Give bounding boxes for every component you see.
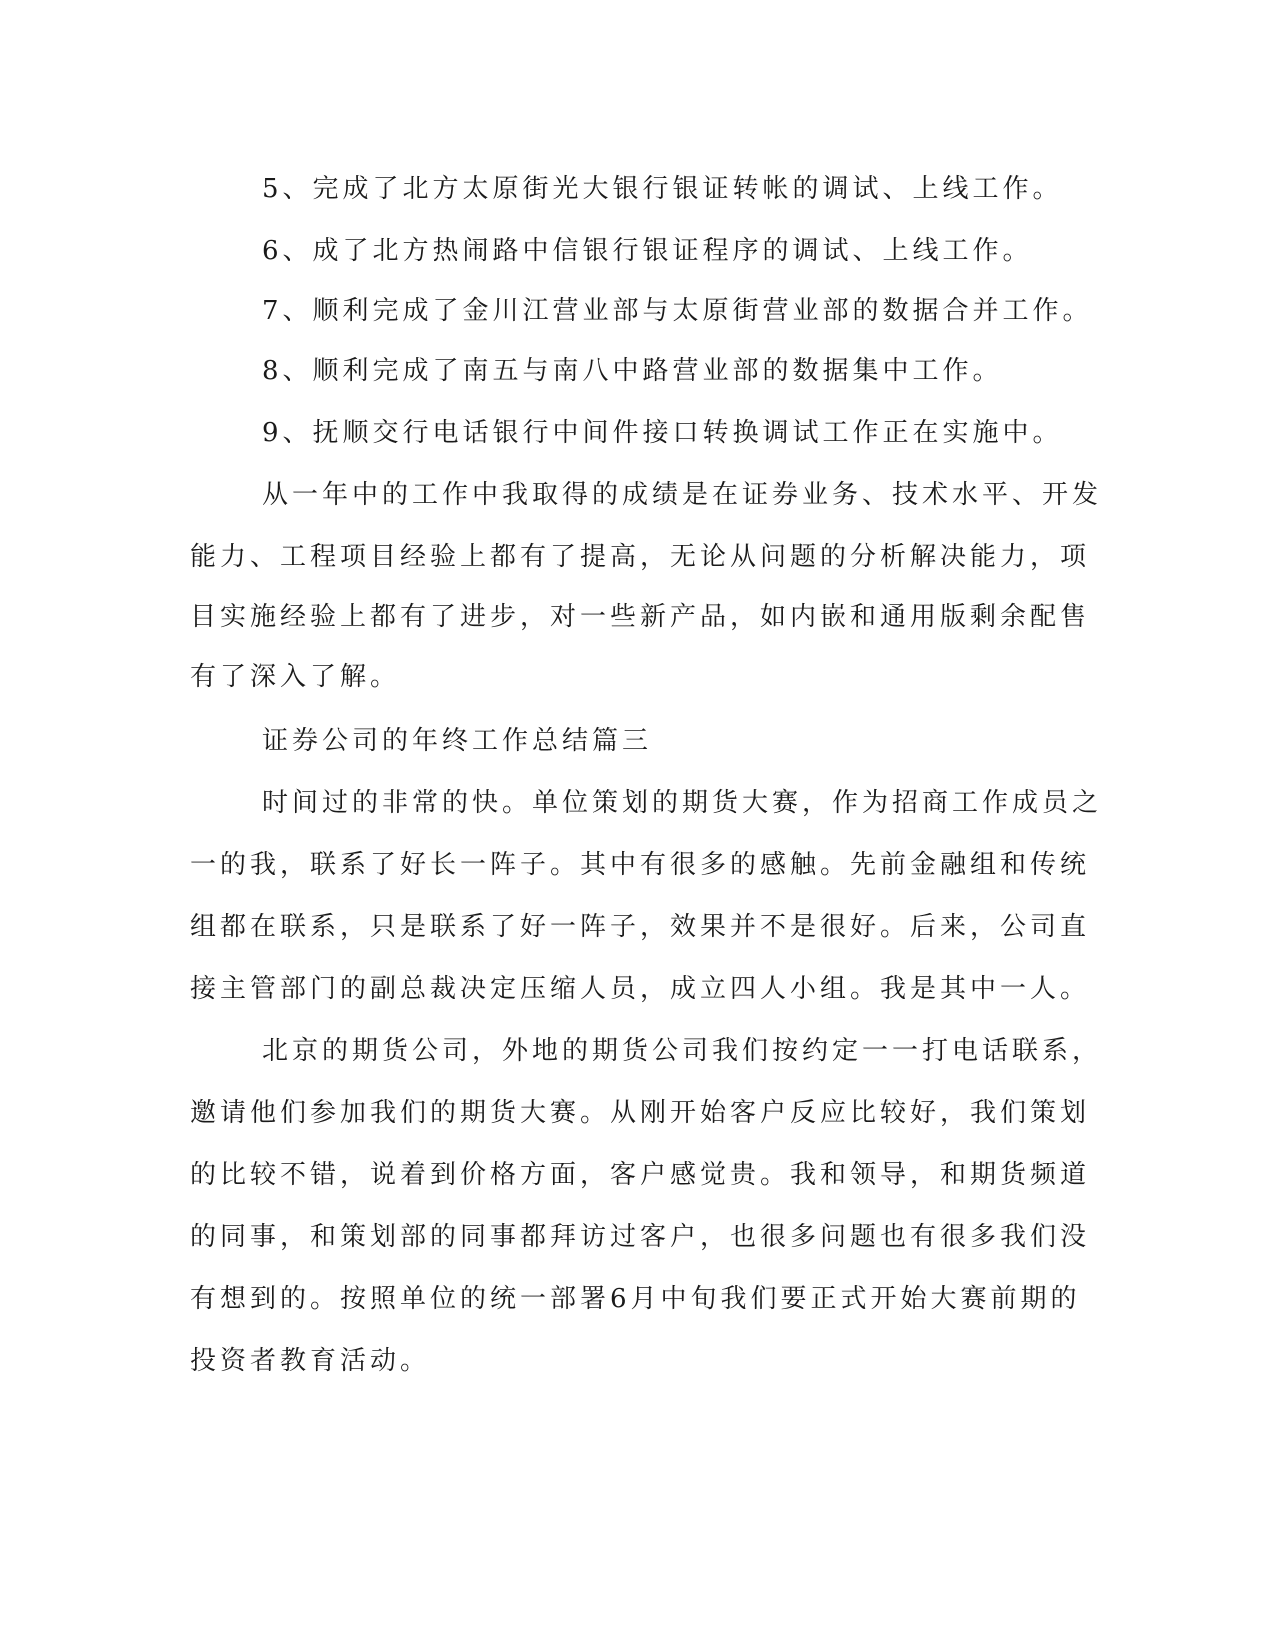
- paragraph-line: 能力、工程项目经验上都有了提高，无论从问题的分析解决能力，项: [190, 542, 1091, 572]
- paragraph-line: 的比较不错，说着到价格方面，客户感觉贵。我和领导，和期货频道: [190, 1160, 1091, 1190]
- list-item-7: 7、顺利完成了金川江营业部与太原街营业部的数据合并工作。: [262, 296, 1093, 326]
- paragraph-line: 投资者教育活动。: [190, 1346, 431, 1376]
- paragraph-line: 有了深入了解。: [190, 662, 401, 692]
- list-item-8: 8、顺利完成了南五与南八中路营业部的数据集中工作。: [262, 356, 1003, 386]
- paragraph-line: 组都在联系，只是联系了好一阵子，效果并不是很好。后来，公司直: [190, 912, 1091, 942]
- section-heading: 证券公司的年终工作总结篇三: [262, 726, 653, 756]
- paragraph-line: 北京的期货公司，外地的期货公司我们按约定一一打电话联系，: [262, 1036, 1103, 1066]
- list-item-5: 5、完成了北方太原街光大银行银证转帐的调试、上线工作。: [262, 174, 1063, 204]
- paragraph-line: 的同事，和策划部的同事都拜访过客户，也很多问题也有很多我们没: [190, 1222, 1091, 1252]
- list-item-9: 9、抚顺交行电话银行中间件接口转换调试工作正在实施中。: [262, 418, 1063, 448]
- paragraph-line: 邀请他们参加我们的期货大赛。从刚开始客户反应比较好，我们策划: [190, 1098, 1091, 1128]
- paragraph-line: 有想到的。按照单位的统一部署6月中旬我们要正式开始大赛前期的: [190, 1284, 1081, 1314]
- paragraph-line: 接主管部门的副总裁决定压缩人员，成立四人小组。我是其中一人。: [190, 974, 1091, 1004]
- paragraph-line: 时间过的非常的快。单位策划的期货大赛，作为招商工作成员之: [262, 788, 1103, 818]
- paragraph-line: 目实施经验上都有了进步，对一些新产品，如内嵌和通用版剩余配售: [190, 602, 1091, 632]
- paragraph-line: 从一年中的工作中我取得的成绩是在证券业务、技术水平、开发: [262, 480, 1103, 510]
- paragraph-line: 一的我，联系了好长一阵子。其中有很多的感触。先前金融组和传统: [190, 850, 1091, 880]
- list-item-6: 6、成了北方热闹路中信银行银证程序的调试、上线工作。: [262, 236, 1033, 266]
